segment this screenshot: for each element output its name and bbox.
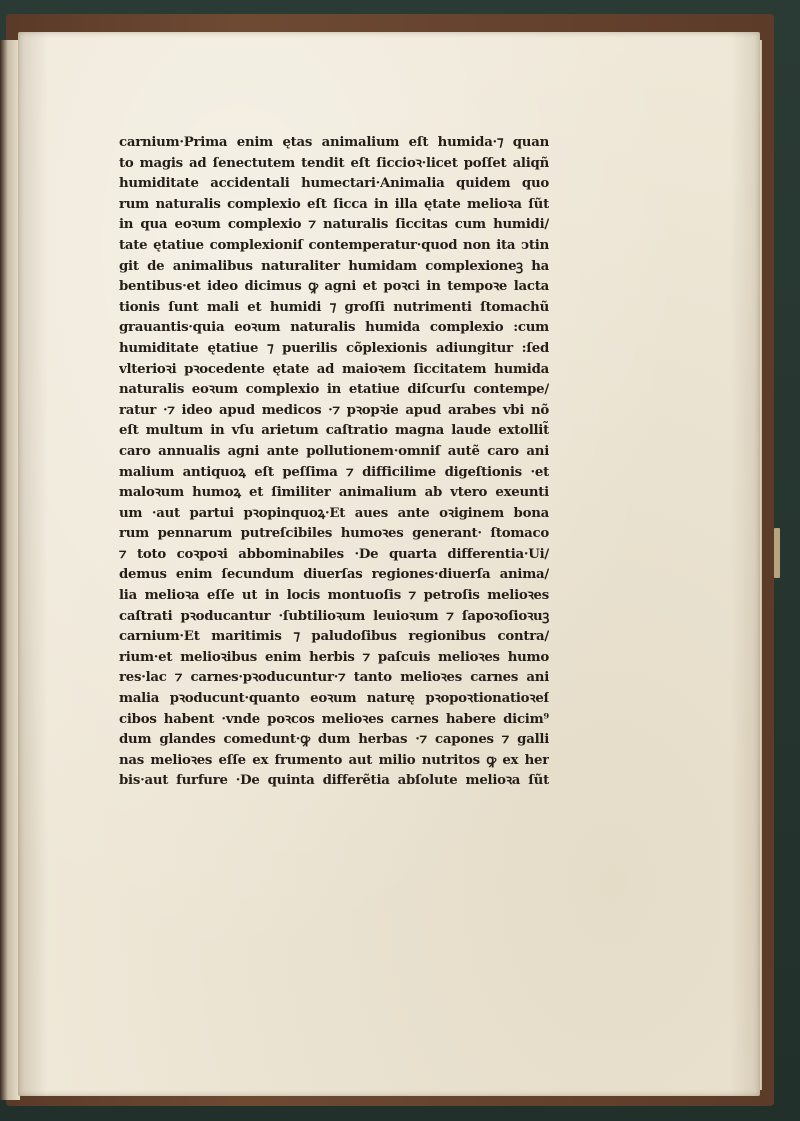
- text-line: rum naturalis complexio eſt ſicca in illa ętate melioꝛa ſũt: [119, 196, 549, 212]
- text-line: cibos habent ·vnde poꝛcos melioꝛes carnes habere dicim⁹: [119, 711, 549, 727]
- text-line: res·lac ⁊ carnes·pꝛoducuntur·⁊ tanto melioꝛes carnes ani: [119, 670, 549, 686]
- text-line: tionis ſunt mali et humidi ⁊ groſſi nutrimenti ſtomachũ: [119, 299, 549, 315]
- text-line: vlterioꝛi pꝛocedente ętate ad maioꝛem ſiccitatem humida: [119, 361, 549, 377]
- text-column: [119, 133, 549, 792]
- text-line: git de animalibus naturaliter humidam complexioneꝫ ha: [119, 258, 549, 274]
- text-line: to magis ad ſenectutem tendit eſt ſiccioꝛ·licet poſſet aliqñ: [119, 155, 549, 171]
- text-line: maloꝛum humoꝝ et ſimiliter animalium ab vtero exeunti: [119, 485, 549, 501]
- text-line: dum glandes comedunt·ꝙ dum herbas ·⁊ capones ⁊ galli: [119, 732, 549, 748]
- text-line: grauantis·quia eoꝛum naturalis humida complexio :cum: [119, 320, 549, 336]
- text-line: lia melioꝛa eſſe ut in locis montuoſis ⁊ petroſis melioꝛes: [119, 588, 549, 604]
- text-line: eſt multum in vſu arietum caſtratio magna laude extollit̃: [119, 423, 549, 439]
- text-line: ratur ·⁊ ideo apud medicos ·⁊ pꝛopꝛie apud arabes vbi nõ: [119, 402, 549, 418]
- text-line: caſtrati pꝛoducantur ·ſubtilioꝛum leuioꝛum ⁊ ſapoꝛoſioꝛuꝫ: [119, 608, 549, 624]
- text-line: nas melioꝛes eſſe ex frumento aut milio nutritos ꝙ ex her: [119, 752, 549, 768]
- text-line: ⁊ toto coꝛpoꝛi abbominabiles ·De quarta differentia·Ui/: [119, 546, 549, 562]
- text-line: rium·et melioꝛibus enim herbis ⁊ paſcuis melioꝛes humo: [119, 649, 549, 665]
- bookmark-tab: [774, 528, 780, 578]
- text-line: in qua eoꝛum complexio ⁊ naturalis ſiccitas cum humidi/: [119, 217, 549, 233]
- text-line: rum pennarum putreſcibiles humoꝛes generant· ſtomaco: [119, 526, 549, 542]
- text-line: carnium·Prima enim ętas animalium eſt humida·⁊ quan: [119, 135, 549, 150]
- text-line: carnium·Et maritimis ⁊ paludoſibus regionibus contra/: [119, 629, 549, 645]
- text-line: um ·aut partui pꝛopinquoꝝ·Et aues ante oꝛiginem bona: [119, 505, 549, 521]
- text-line: humiditate ętatiue ⁊ puerilis cõplexionis adiungitur :ſed: [119, 340, 549, 356]
- text-line: naturalis eoꝛum complexio in etatiue diſcurſu contempe/: [119, 382, 549, 398]
- text-line: bentibus·et ideo dicimus ꝙ agni et poꝛci in tempoꝛe lacta: [119, 279, 549, 295]
- text-line: caro annualis agni ante pollutionem·omniſ autẽ caro ani: [119, 443, 549, 459]
- text-line: tate ętatiue complexioniſ contemperatur·quod non ita ↄtin: [119, 237, 549, 253]
- text-line: humiditate accidentali humectari·Animalia quidem quo: [119, 176, 549, 192]
- text-line: malia pꝛoducunt·quanto eoꝛum naturę pꝛopoꝛtionatioꝛeſ: [119, 691, 549, 707]
- text-line: malium antiquoꝝ eſt peſſima ⁊ difficilime digeſtionis ·et: [119, 464, 549, 480]
- facing-page-edge: [0, 40, 20, 1100]
- text-line: bis·aut furfure ·De quinta differẽtia abſolute melioꝛa ſũt: [119, 773, 549, 789]
- text-line: demus enim ſecundum diuerſas regiones·diuerſa anima/: [119, 567, 549, 583]
